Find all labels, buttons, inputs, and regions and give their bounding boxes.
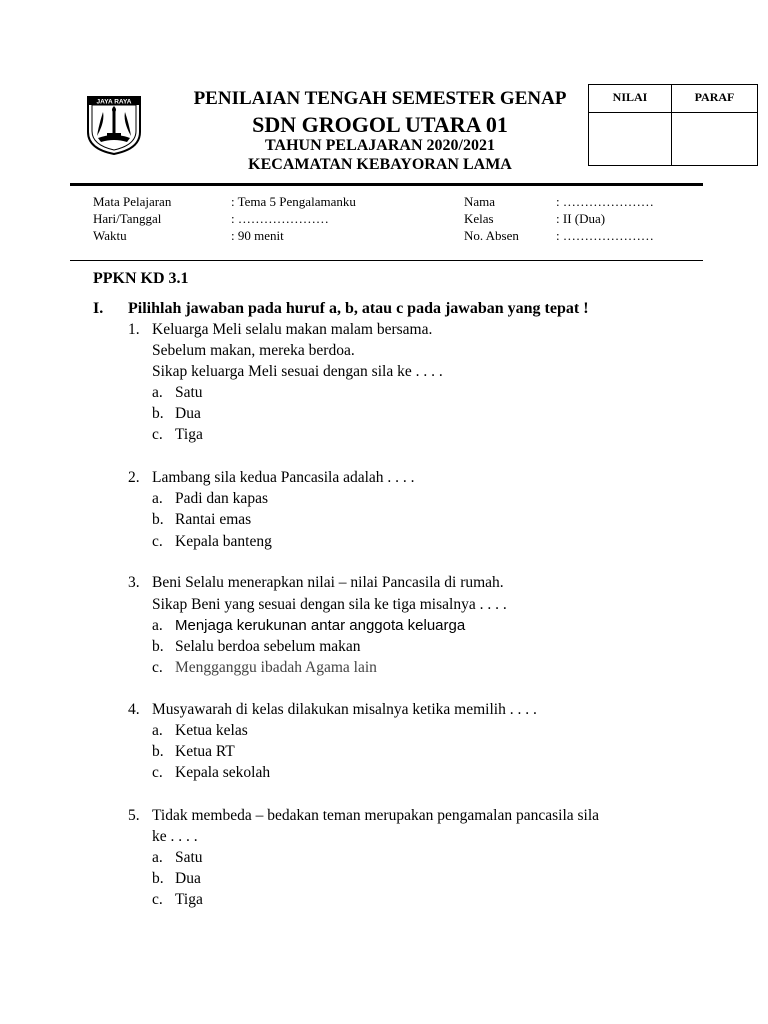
option-letter: a.	[152, 617, 163, 634]
grade-cell	[589, 113, 672, 165]
option-letter: b.	[152, 870, 164, 887]
section-instruction: Pilihlah jawaban pada huruf a, b, atau c pada jawaban yang tepat !	[128, 300, 589, 317]
attendance-label: No. Absen	[464, 228, 519, 243]
class-value: : II (Dua)	[556, 211, 606, 226]
option-letter: a.	[152, 849, 163, 866]
option-letter: b.	[152, 638, 164, 655]
district-name: KECAMATAN KEBAYORAN LAMA	[248, 156, 512, 173]
subject-label: Mata Pelajaran	[93, 194, 172, 209]
section-title: PPKN KD 3.1	[93, 270, 189, 287]
option-letter: c.	[152, 891, 163, 908]
section-roman: I.	[93, 300, 104, 317]
question-text: Tidak membeda – bedakan teman merupakan pengamalan pancasila sila	[152, 807, 600, 824]
grade-box	[588, 84, 758, 166]
signature-label: PARAF	[672, 85, 757, 113]
option-text: Dua	[175, 405, 201, 422]
grade-label: NILAI	[589, 85, 672, 113]
option-letter: a.	[152, 384, 163, 401]
jaya-raya-crest-logo	[85, 94, 143, 156]
option-letter: a.	[152, 490, 163, 507]
question-text: Sikap Beni yang sesuai dengan sila ke tiga misalnya . . . .	[152, 596, 507, 613]
option-text: Selalu berdoa sebelum makan	[175, 638, 361, 655]
attendance-value: : …………………	[556, 228, 654, 243]
option-letter: a.	[152, 722, 163, 739]
option-letter: b.	[152, 743, 164, 760]
time-value: : 90 menit	[231, 228, 284, 243]
option-text: Mengganggu ibadah Agama lain	[175, 659, 377, 676]
academic-year: TAHUN PELAJARAN 2020/2021	[265, 137, 495, 154]
question-text: Keluarga Meli selalu makan malam bersama.	[152, 321, 433, 338]
option-text: Rantai emas	[175, 511, 252, 528]
question-text: Beni Selalu menerapkan nilai – nilai Pancasila di rumah.	[152, 574, 504, 591]
option-text: Tiga	[175, 426, 203, 443]
question-number: 2.	[128, 469, 140, 486]
option-letter: b.	[152, 511, 164, 528]
option-text: Kepala banteng	[175, 533, 272, 550]
option-text: Satu	[175, 384, 203, 401]
option-text: Satu	[175, 849, 203, 866]
question-number: 4.	[128, 701, 140, 718]
header-divider	[70, 183, 703, 186]
time-label: Waktu	[93, 228, 127, 243]
info-divider	[70, 260, 703, 261]
option-text: Kepala sekolah	[175, 764, 271, 781]
name-label: Nama	[464, 194, 496, 209]
option-text: Padi dan kapas	[175, 490, 268, 507]
exam-title: PENILAIAN TENGAH SEMESTER GENAP	[193, 88, 567, 109]
date-label: Hari/Tanggal	[93, 211, 162, 226]
option-letter: c.	[152, 764, 163, 781]
logo-text: JAYA RAYA	[96, 98, 132, 106]
question-text: ke . . . .	[152, 828, 198, 845]
date-value: : …………………	[231, 211, 329, 226]
option-text: Tiga	[175, 891, 203, 908]
name-value: : …………………	[556, 194, 654, 209]
option-text: Ketua RT	[175, 743, 235, 760]
option-letter: c.	[152, 533, 163, 550]
class-label: Kelas	[464, 211, 494, 226]
question-text: Sikap keluarga Meli sesuai dengan sila ke . . . .	[152, 363, 443, 380]
question-number: 5.	[128, 807, 140, 824]
option-letter: b.	[152, 405, 164, 422]
option-text: Ketua kelas	[175, 722, 248, 739]
subject-value: : Tema 5 Pengalamanku	[231, 194, 356, 209]
question-text: Lambang sila kedua Pancasila adalah . . . .	[152, 469, 415, 486]
question-number: 3.	[128, 574, 140, 591]
question-text: Sebelum makan, mereka berdoa.	[152, 342, 355, 359]
option-letter: c.	[152, 426, 163, 443]
school-name: SDN GROGOL UTARA 01	[252, 112, 508, 137]
question-text: Musyawarah di kelas dilakukan misalnya ketika memilih . . . .	[152, 701, 537, 718]
question-number: 1.	[128, 321, 140, 338]
option-text: Menjaga kerukunan antar anggota keluarga	[175, 617, 466, 634]
option-letter: c.	[152, 659, 163, 676]
option-text: Dua	[175, 870, 201, 887]
